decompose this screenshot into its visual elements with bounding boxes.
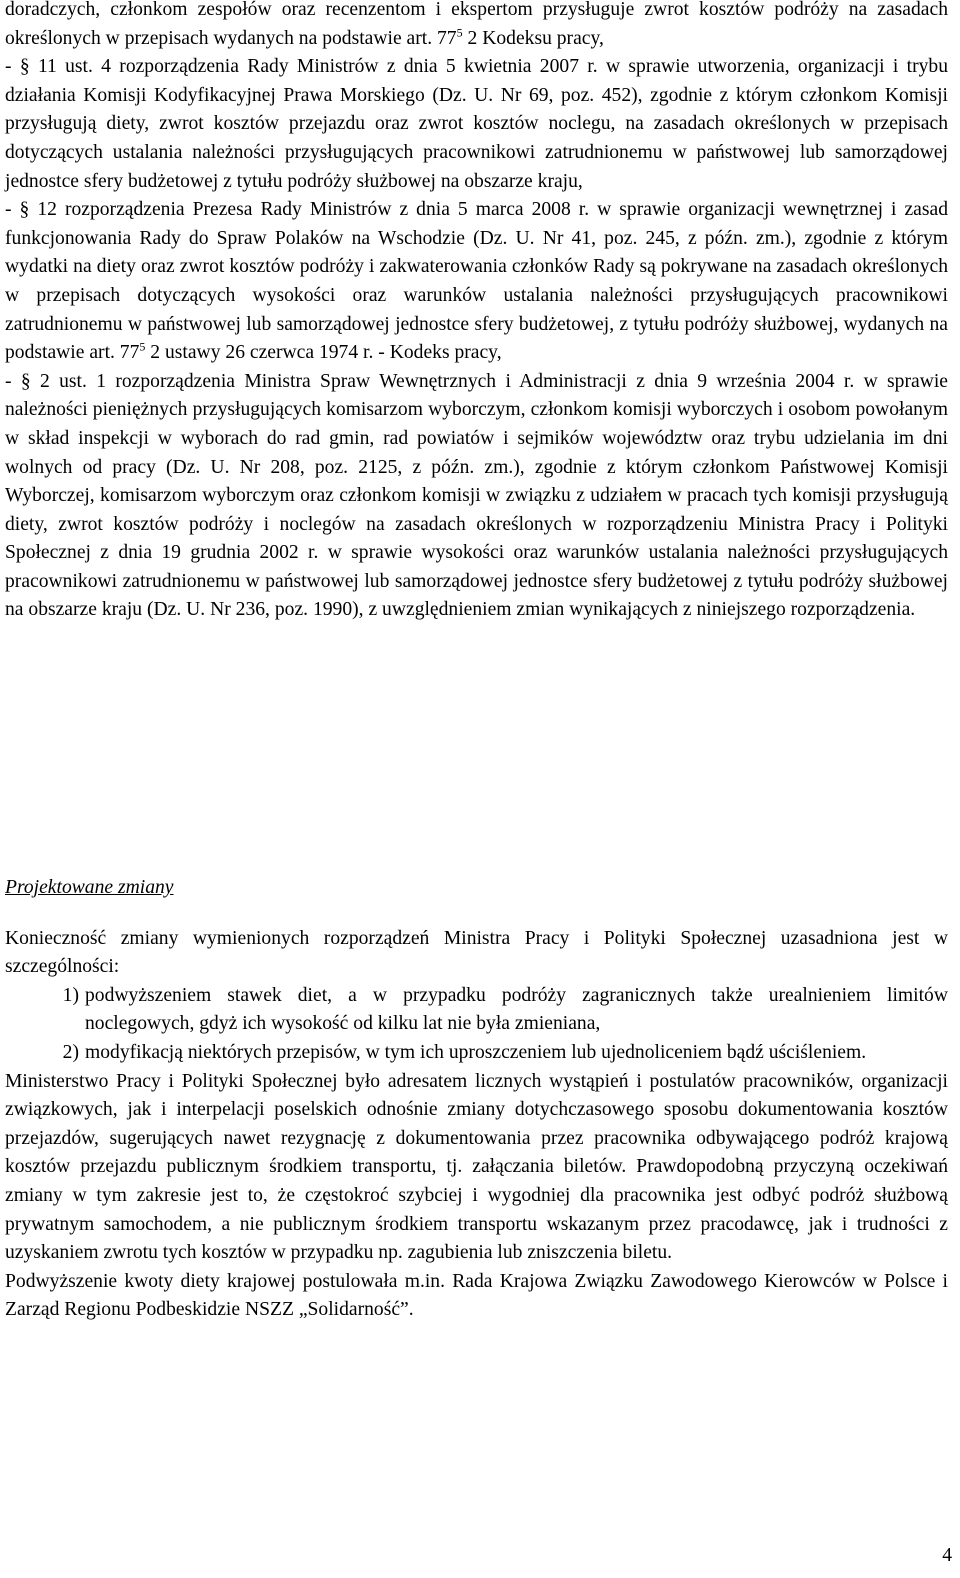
- list-text: podwyższeniem stawek diet, a w przypadku podróży zagranicznych także urealnieniem limitów noclegowych, gdyż ich wysokość od kilku lat nie była zmieniana,: [85, 984, 948, 1035]
- section-heading: Projektowane zmiany: [5, 877, 174, 898]
- list-item: [5, 1039, 948, 1068]
- superscript: 5: [456, 25, 463, 40]
- list-item: [5, 982, 948, 1039]
- paragraph-item-2: [5, 196, 948, 368]
- proposed-changes-section: [5, 874, 948, 1325]
- paragraph-item-1: - § 11 ust. 4 rozporządzenia Rady Ministrów z dnia 5 kwietnia 2007 r. w sprawie utworzenia, organizacji i trybu działania Komisji Kodyfikacyjnej Prawa Morskiego (Dz. U. Nr 69, poz. 452), zgodnie z którym członkom Komisji przysługują diety, zwrot kosztów przejazdu oraz zwrot kosztów noclegu, na zasadach określonych w przepisach dotyczących ustalania należności przysługujących pracownikowi zatrudnionemu w państwowej lub samorządowej jednostce sfery budżetowej z tytułu podróży służbowej na obszarze kraju,: [5, 56, 948, 192]
- text-span: doradczych, członkom zespołów oraz recenzentom i ekspertom przysługuje zwrot kosztów podróży na zasadach określonych w przepisach wydanych na podstawie art. 77: [5, 0, 948, 49]
- diet-paragraph: Podwyższenie kwoty diety krajowej postulowała m.in. Rada Krajowa Związku Zawodowego Kierowców w Polsce i Zarząd Regionu Podbeskidzie NSZZ „Solidarność”.: [5, 1270, 948, 1321]
- list-number: 2): [62, 1041, 79, 1063]
- text-span: 2 Kodeksu pracy,: [462, 27, 604, 49]
- paragraph-item-3: - § 2 ust. 1 rozporządzenia Ministra Spraw Wewnętrznych i Administracji z dnia 9 września 2004 r. w sprawie należności pieniężnych przysługujących komisarzom wyborczym, członkom komisji wyborczych i osobom powołanym w skład inspekcji w wyborach do rad gmin, rad powiatów i sejmików województw oraz trybu udzielania im dni wolnych od pracy (Dz. U. Nr 208, poz. 2125, z późn. zm.), zgodnie z którym członkom Państwowej Komisji Wyborczej, komisarzom wyborczym oraz członkom komisji w związku z udziałem w pracach tych komisji przysługują diety, zwrot kosztów podróży i noclegów na zasadach określonych w rozporządzeniu Ministra Pracy i Polityki Społecznej z dnia 19 grudnia 2002 r. w sprawie wysokości oraz warunków ustalania należności przysługujących pracownikowi zatrudnionemu w państwowej lub samorządowej jednostce sfery budżetowej z tytułu podróży służbowej na obszarze kraju (Dz. U. Nr 236, poz. 1990), z uwzględnieniem zmian wynikających z niniejszego rozporządzenia.: [5, 370, 948, 621]
- legal-basis-section: [5, 0, 948, 625]
- superscript: 5: [139, 339, 146, 354]
- text-span: 2 ustawy 26 czerwca 1974 r. - Kodeks pracy,: [145, 342, 502, 364]
- page-number: 4: [942, 1545, 952, 1566]
- intro-paragraph: Konieczność zmiany wymienionych rozporządzeń Ministra Pracy i Polityki Społecznej uzasadniona jest w szczególności:: [5, 927, 948, 978]
- list-text: modyfikacją niektórych przepisów, w tym ich uproszczeniem lub ujednoliceniem bądź uściśleniem.: [85, 1041, 867, 1063]
- list-number: 1): [62, 984, 79, 1006]
- text-span: - § 12 rozporządzenia Prezesa Rady Ministrów z dnia 5 marca 2008 r. w sprawie organizacji wewnętrznej i zasad funkcjonowania Rady do Spraw Polaków na Wschodzie (Dz. U. Nr 41, poz. 245, z późn. zm.), zgodnie z którym wydatki na diety oraz zwrot kosztów podróży i zakwaterowania członków Rady są pokrywane na zasadach określonych w przepisach dotyczących wysokości oraz warunków ustalania należności przysługujących pracownikowi zatrudnionemu w państwowej lub samorządowej jednostce sfery budżetowej, z tytułu podróży służbowej, wydanych na podstawie art. 77: [5, 199, 948, 364]
- ministry-paragraph: Ministerstwo Pracy i Polityki Społecznej było adresatem licznych wystąpień i postulatów pracowników, organizacji związkowych, jak i interpelacji poselskich odnośnie zmiany dotychczasowego sposobu dokumentowania kosztów przejazdów, sugerujących nawet rezygnację z dokumentowania przez pracownika odbywającego podróż krajową kosztów przejazdu publicznym środkiem transportu, tj. załączania biletów. Prawdopodobną przyczyną oczekiwań zmiany w tym zakresie jest to, że częstokroć szybciej i wygodniej dla pracownika jest odbyć podróż służbową prywatnym samochodem, a nie publicznym środkiem transportu wskazanym przez pracodawcę, jak i trudności z uzyskaniem zwrotu tych kosztów w przypadku np. zagubienia lub zniszczenia biletu.: [5, 1070, 948, 1264]
- changes-list: [5, 982, 948, 1068]
- paragraph-continuation: [5, 0, 948, 53]
